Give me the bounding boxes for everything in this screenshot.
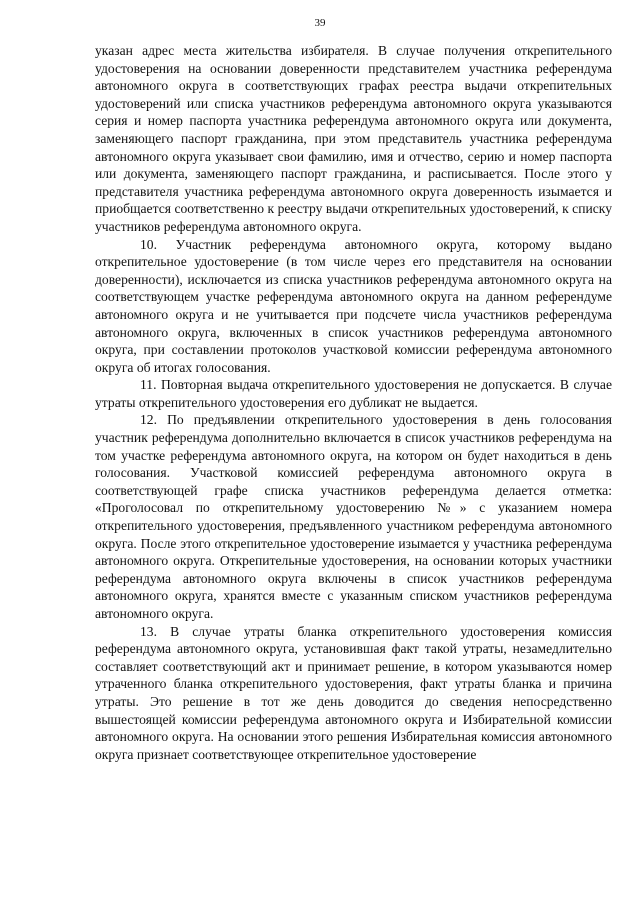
page-number: 39 bbox=[314, 17, 326, 29]
document-body bbox=[95, 42, 612, 763]
paragraph-11: 11. Повторная выдача открепительного удостоверения не допускается. В случае утраты открепительного удостоверения его дубликат не выдается. bbox=[95, 377, 612, 410]
paragraph-12: 12. По предъявлении открепительного удостоверения в день голосования участник референдума дополнительно включается в список участников референдума на том участке референдума автономного округа, на котором он будет находиться в день голосования. Участковой комиссией референдума автономного округа в соответствующей графе списка участников референдума делается отметка: «Проголосовал по открепительному удостоверению №» с указанием номера открепительного удостоверения, предъявленного участником референдума автономного округа. После этого открепительное удостоверение изымается у участника референдума автономного округа. Открепительные удостоверения, на основании которых участники референдума автономного округа включены в список участников референдума автономного округа, хранятся вместе с указанным списком участников референдума автономного округа. bbox=[95, 412, 612, 621]
paragraph-13: 13. В случае утраты бланка открепительного удостоверения комиссия референдума автономного округа, установившая факт такой утраты, незамедлительно составляет соответствующий акт и принимает решение, в котором указываются номер утраченного бланка открепительного удостоверения, факт утраты бланка и причина утраты. Это решение в тот же день доводится до сведения непосредственно вышестоящей комиссии референдума автономного округа и Избирательной комиссии автономного округа. На основании этого решения Избирательная комиссия автономного округа признает соответствующее открепительное удостоверение bbox=[95, 623, 612, 762]
paragraph-10: 10. Участник референдума автономного округа, которому выдано открепительное удостоверение (в том числе через его представителя на основании доверенности), исключается из списка участников референдума автономного округа на соответствующем участке референдума автономного округа на данном референдуме автономного округа и не учитывается при подсчете числа участников референдума автономного округа, включенных в список участников референдума автономного округа, при составлении протоколов участковой комиссии референдума автономного округа об итогах голосования. bbox=[95, 236, 612, 375]
paragraph-continuation: указан адрес места жительства избирателя. В случае получения открепительного удостоверения на основании доверенности представителем участника референдума автономного округа в соответствующих графах реестра выдачи открепительных удостоверений или списка участников референдума автономного округа указываются серия и номер паспорта участника референдума автономного округа или документа, заменяющего паспорт гражданина, при этом представитель участника референдума автономного округа указывает свои фамилию, имя и отчество, серию и номер паспорта или документа, заменяющего паспорт гражданина, и расписывается. После этого у представителя участника референдума автономного округа доверенность изымается и приобщается соответственно к реестру выдачи открепительных удостоверений, к списку участников референдума автономного округа. bbox=[95, 43, 612, 234]
